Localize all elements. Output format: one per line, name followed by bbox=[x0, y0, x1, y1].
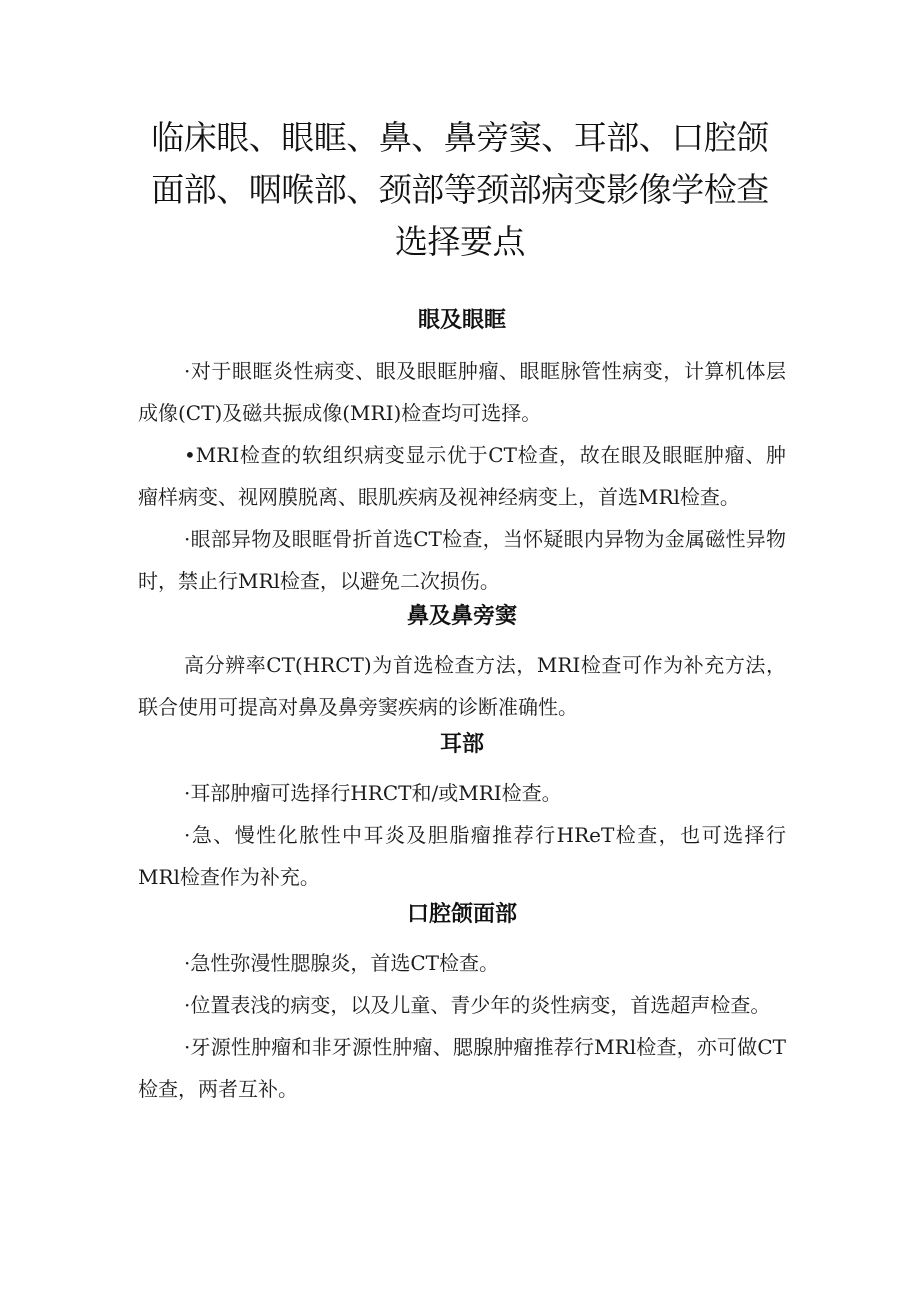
section-heading-oral-maxillofacial: 口腔颌面部 bbox=[406, 902, 517, 927]
section-heading-nose: 鼻及鼻旁窦 bbox=[406, 604, 517, 629]
paragraph: ·对于眼眶炎性病变、眼及眼眶肿瘤、眼眶脉管性病变，计算机体层成像(CT)及磁共振成像(MRI)检查均可选择。 bbox=[138, 359, 786, 425]
paragraph: ·急性弥漫性腮腺炎，首选CT检查。 bbox=[184, 951, 499, 975]
section-heading-ear: 耳部 bbox=[439, 732, 484, 757]
section-heading-eye: 眼及眼眶 bbox=[417, 308, 506, 333]
paragraph: ·耳部肿瘤可选择行HRCT和/或MRI检查。 bbox=[184, 781, 562, 805]
paragraph: 高分辨率CT(HRCT)为首选检查方法，MRI检查可作为补充方法，联合使用可提高对鼻及鼻旁窦疾病的诊断准确性。 bbox=[138, 653, 786, 719]
section-oral-maxillofacial bbox=[138, 900, 786, 1110]
paragraph: ·位置表浅的病变，以及儿童、青少年的炎性病变，首选超声检查。 bbox=[184, 993, 771, 1017]
paragraph: ·急、慢性化脓性中耳炎及胆脂瘤推荐行HReT检查，也可选择行MRl检查作为补充。 bbox=[138, 823, 786, 889]
document-body bbox=[138, 300, 786, 1110]
section-eye bbox=[138, 306, 786, 602]
paragraph: •MRI检查的软组织病变显示优于CT检查，故在眼及眼眶肿瘤、肿瘤样病变、视网膜脱离、眼肌疾病及视神经病变上，首选MRl检查。 bbox=[138, 443, 786, 509]
section-ear bbox=[138, 730, 786, 898]
paragraph: ·牙源性肿瘤和非牙源性肿瘤、腮腺肿瘤推荐行MRl检查，亦可做CT检查，两者互补。 bbox=[138, 1035, 786, 1101]
section-nose bbox=[138, 602, 786, 728]
paragraph: ·眼部异物及眼眶骨折首选CT检查，当怀疑眼内异物为金属磁性异物时，禁止行MRl检查，以避免二次损伤。 bbox=[138, 527, 786, 593]
document-title: 临床眼、眼眶、鼻、鼻旁窦、耳部、口腔颌面部、咽喉部、颈部等颈部病变影像学检查选择要点 bbox=[151, 118, 769, 261]
